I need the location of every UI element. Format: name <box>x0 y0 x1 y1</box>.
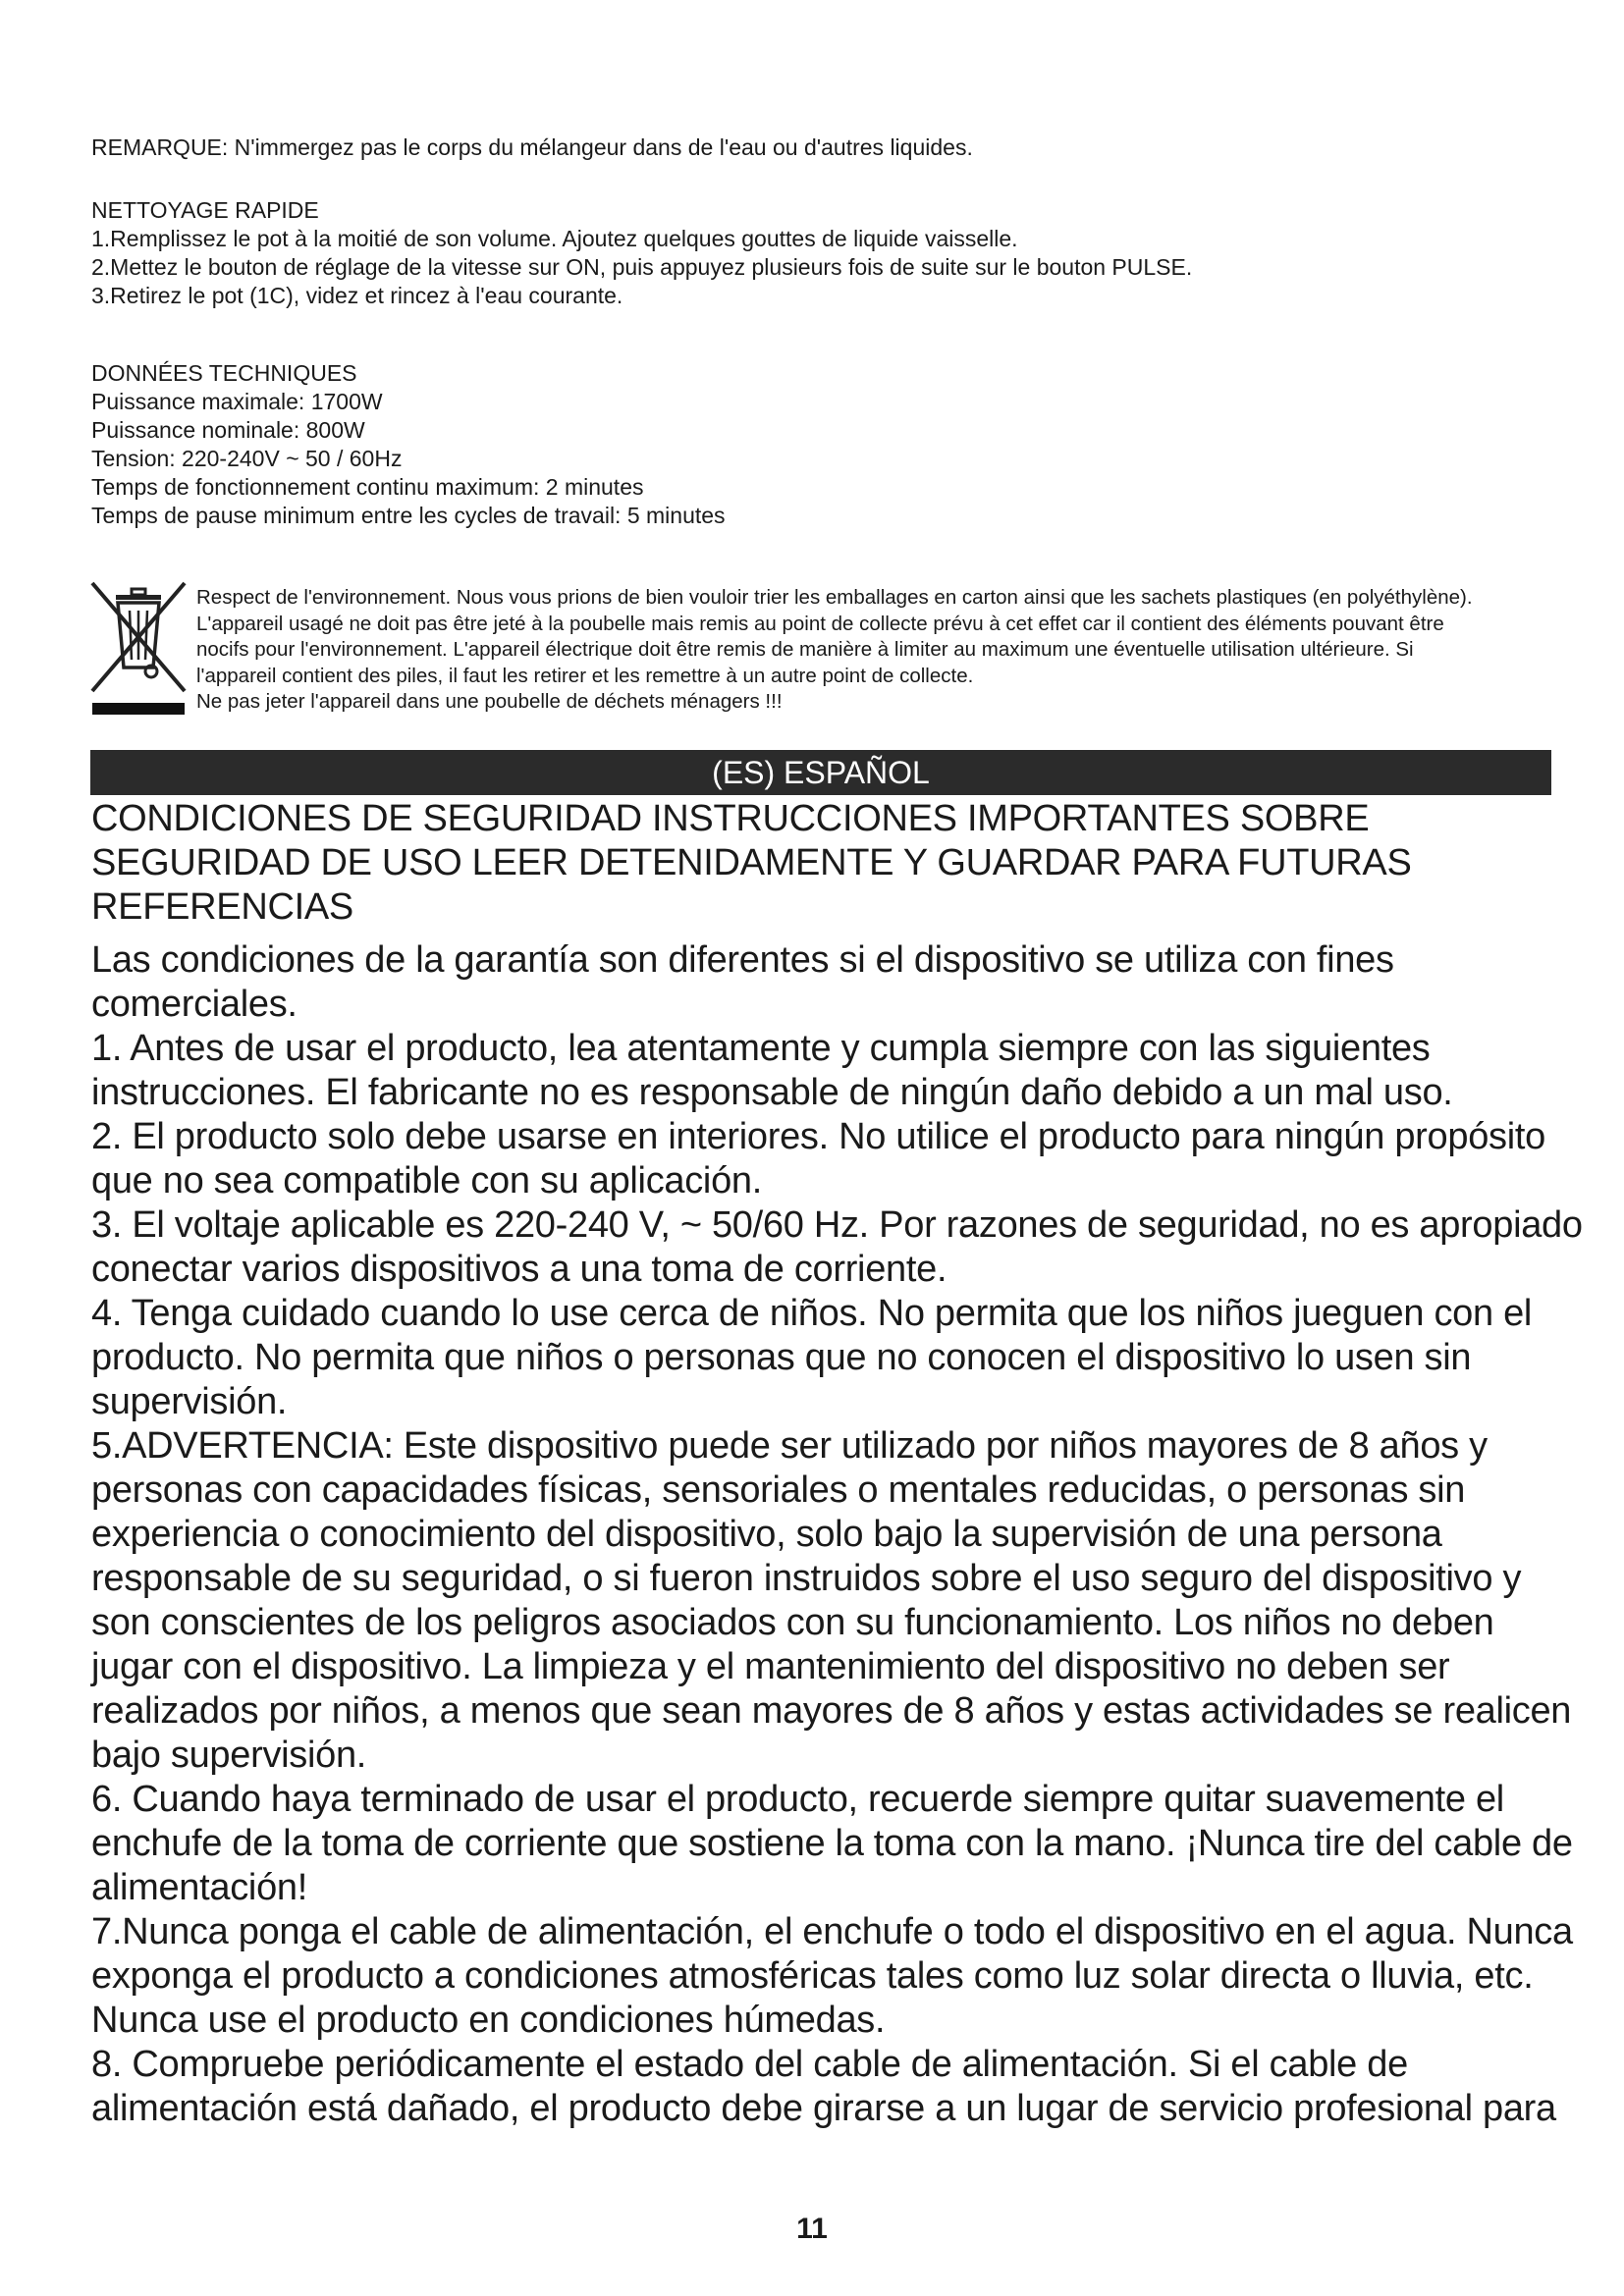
environment-text <box>196 585 1546 716</box>
environment-line: l'appareil contient des piles, il faut les retirer et les remettre à un autre point de collecte. <box>196 664 974 687</box>
spanish-title-line: REFERENCIAS <box>91 886 353 928</box>
technical-data-section <box>91 359 1544 530</box>
spanish-body-line: son conscientes de los peligros asociados con su funcionamiento. Los niños no deben <box>91 1602 1494 1643</box>
spanish-body-line: 2. El producto solo debe usarse en interiores. No utilice el producto para ningún propósito <box>91 1116 1545 1157</box>
quick-clean-section <box>91 196 1544 310</box>
spanish-body-line: conectar varios dispositivos a una toma de corriente. <box>91 1249 947 1290</box>
spanish-body-line: 3. El voltaje aplicable es 220-240 V, ~ 50/60 Hz. Por razones de seguridad, no es apropiado <box>91 1204 1583 1246</box>
spanish-body-line: realizados por niños, a menos que sean mayores de 8 años y estas actividades se realicen <box>91 1690 1572 1732</box>
spanish-body-line: Nunca use el producto en condiciones húmedas. <box>91 2000 886 2041</box>
spanish-body-line: jugar con el dispositivo. La limpieza y el mantenimiento del dispositivo no deben ser <box>91 1646 1450 1687</box>
technical-data-line: Puissance maximale: 1700W <box>91 389 383 414</box>
environment-notice <box>86 581 1540 717</box>
spanish-body-line: 4. Tenga cuidado cuando lo use cerca de niños. No permita que los niños jueguen con el <box>91 1293 1533 1334</box>
spanish-body-line: 6. Cuando haya terminado de usar el producto, recuerde siempre quitar suavemente el <box>91 1779 1504 1820</box>
environment-line: nocifs pour l'environnement. L'appareil électrique doit être remis de manière à limiter au maximum une éventuelle utilisation ultérieure. Si <box>196 638 1414 661</box>
technical-data-line: Temps de pause minimum entre les cycles de travail: 5 minutes <box>91 503 726 528</box>
spanish-body-line: que no sea compatible con su aplicación. <box>91 1160 763 1201</box>
environment-line: L'appareil usagé ne doit pas être jeté à la poubelle mais remis au point de collecte prévu à cet effet car il contient des éléments pouvant être <box>196 612 1444 635</box>
spanish-body-line: 5.ADVERTENCIA: Este dispositivo puede ser utilizado por niños mayores de 8 años y <box>91 1425 1488 1467</box>
spanish-title <box>91 797 1564 930</box>
spanish-body-line: exponga el producto a condiciones atmosféricas tales como luz solar directa o lluvia, etc. <box>91 1955 1534 1997</box>
spanish-body-line: instrucciones. El fabricante no es responsable de ningún daño debido a un mal uso. <box>91 1072 1453 1113</box>
remark-text: REMARQUE: N'immergez pas le corps du mélangeur dans de l'eau ou d'autres liquides. <box>91 134 973 160</box>
quick-clean-title: NETTOYAGE RAPIDE <box>91 197 319 223</box>
spanish-body-line: Las condiciones de la garantía son diferentes si el dispositivo se utiliza con fines <box>91 939 1394 981</box>
quick-clean-step: 2.Mettez le bouton de réglage de la vitesse sur ON, puis appuyez plusieurs fois de suite sur le bouton PULSE. <box>91 254 1193 280</box>
spanish-body-line: 8. Compruebe periódicamente el estado del cable de alimentación. Si el cable de <box>91 2044 1408 2085</box>
spanish-body <box>91 938 1583 2131</box>
spanish-title-line: SEGURIDAD DE USO LEER DETENIDAMENTE Y GUARDAR PARA FUTURAS <box>91 842 1412 883</box>
technical-data-line: Temps de fonctionnement continu maximum: 2 minutes <box>91 474 644 500</box>
spanish-body-line: producto. No permita que niños o personas que no conocen el dispositivo lo usen sin <box>91 1337 1472 1378</box>
environment-line: Ne pas jeter l'appareil dans une poubelle de déchets ménagers !!! <box>196 690 783 713</box>
language-header: (ES) ESPAÑOL <box>90 750 1551 795</box>
technical-data-line: Puissance nominale: 800W <box>91 417 365 443</box>
page-number: 11 <box>796 2213 828 2245</box>
spanish-body-line: experiencia o conocimiento del dispositivo, solo bajo la supervisión de una persona <box>91 1514 1442 1555</box>
technical-data-line: Tension: 220-240V ~ 50 / 60Hz <box>91 446 403 471</box>
quick-clean-step: 1.Remplissez le pot à la moitié de son volume. Ajoutez quelques gouttes de liquide vaisselle. <box>91 226 1018 251</box>
spanish-body-line: 7.Nunca ponga el cable de alimentación, el enchufe o todo el dispositivo en el agua. Nunca <box>91 1911 1573 1952</box>
spanish-body-line: bajo supervisión. <box>91 1735 367 1776</box>
crossed-out-wheelie-bin-icon <box>86 581 190 717</box>
spanish-body-line: personas con capacidades físicas, sensoriales o mentales reducidas, o personas sin <box>91 1469 1466 1511</box>
spanish-body-line: alimentación! <box>91 1867 307 1908</box>
spanish-body-line: enchufe de la toma de corriente que sostiene la toma con la mano. ¡Nunca tire del cable de <box>91 1823 1573 1864</box>
remark-note <box>91 133 1544 162</box>
environment-line: Respect de l'environnement. Nous vous prions de bien vouloir trier les emballages en carton ainsi que les sachets plastiques (en polyéthylène). <box>196 586 1473 609</box>
spanish-body-line: supervisión. <box>91 1381 288 1422</box>
quick-clean-step: 3.Retirez le pot (1C), videz et rincez à l'eau courante. <box>91 283 623 308</box>
spanish-title-line: CONDICIONES DE SEGURIDAD INSTRUCCIONES IMPORTANTES SOBRE <box>91 798 1370 839</box>
spanish-body-line: comerciales. <box>91 984 298 1025</box>
spanish-body-line: responsable de su seguridad, o si fueron instruidos sobre el uso seguro del dispositivo y <box>91 1558 1522 1599</box>
spanish-body-line: 1. Antes de usar el producto, lea atentamente y cumpla siempre con las siguientes <box>91 1028 1431 1069</box>
technical-data-title: DONNÉES TECHNIQUES <box>91 360 357 386</box>
spanish-body-line: alimentación está dañado, el producto debe girarse a un lugar de servicio profesional para <box>91 2088 1556 2129</box>
